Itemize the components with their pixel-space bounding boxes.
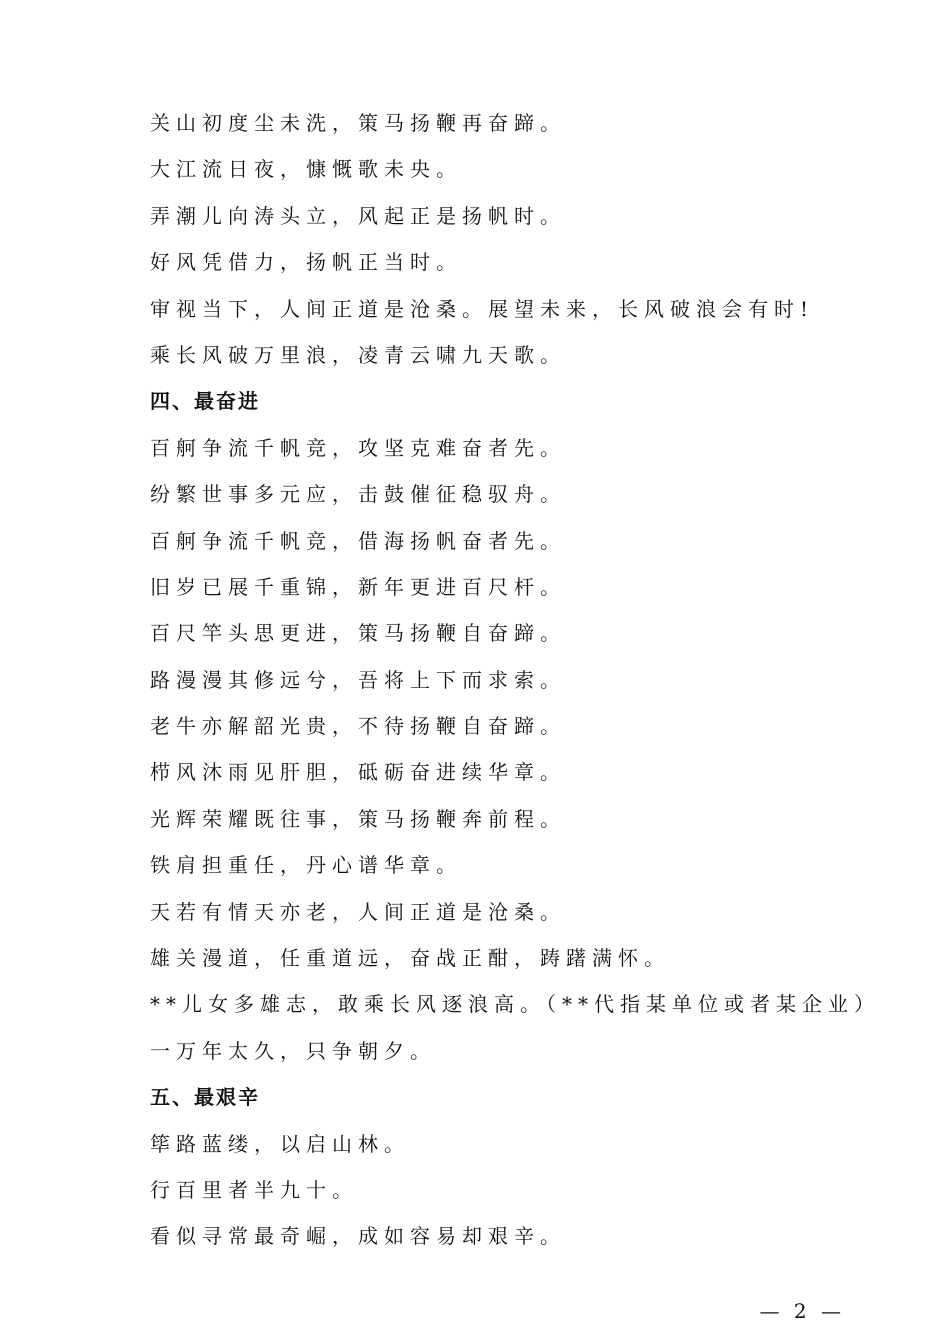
text-line: 路漫漫其修远兮，吾将上下而求索。 <box>150 667 566 692</box>
text-line: 旧岁已展千重锦，新年更进百尺杆。 <box>150 574 566 599</box>
text-line: 好风凭借力，扬帆正当时。 <box>150 250 462 275</box>
section-heading: 四、最奋进 <box>150 389 260 414</box>
text-line: 弄潮儿向涛头立，风起正是扬帆时。 <box>150 203 566 228</box>
text-line: **儿女多雄志，敢乘长风逐浪高。（**代指某单位或者某企业） <box>150 992 880 1017</box>
text-line: 大江流日夜，慷慨歌未央。 <box>150 157 462 182</box>
text-line: 乘长风破万里浪，凌青云啸九天歌。 <box>150 342 566 367</box>
text-line: 一万年太久，只争朝夕。 <box>150 1038 436 1063</box>
text-line: 铁肩担重任，丹心谱华章。 <box>150 853 462 878</box>
text-line: 天若有情天亦老，人间正道是沧桑。 <box>150 899 566 924</box>
text-line: 筚路蓝缕，以启山林。 <box>150 1131 410 1156</box>
text-line: 百舸争流千帆竞，借海扬帆奋者先。 <box>150 528 566 553</box>
text-line: 纷繁世事多元应，击鼓催征稳驭舟。 <box>150 482 566 507</box>
text-line: 百舸争流千帆竞，攻坚克难奋者先。 <box>150 435 566 460</box>
text-line: 老牛亦解韶光贵，不待扬鞭自奋蹄。 <box>150 714 566 739</box>
text-line: 关山初度尘未洗，策马扬鞭再奋蹄。 <box>150 111 566 135</box>
text-line: 雄关漫道，任重道远，奋战正酣，踌躇满怀。 <box>150 946 670 971</box>
text-line: 光辉荣耀既往事，策马扬鞭奔前程。 <box>150 806 566 831</box>
text-line: 百尺竿头思更进，策马扬鞭自奋蹄。 <box>150 621 566 646</box>
text-line: 行百里者半九十。 <box>150 1177 358 1202</box>
text-line: 看似寻常最奇崛，成如容易却艰辛。 <box>150 1224 566 1249</box>
text-line: 审视当下，人间正道是沧桑。展望未来，长风破浪会有时! <box>150 296 815 321</box>
page-number: — 2 — <box>759 1299 845 1323</box>
text-line: 栉风沐雨见肝胆，砥砺奋进续华章。 <box>150 760 566 785</box>
section-heading: 五、最艰辛 <box>150 1085 260 1110</box>
document-body <box>150 100 880 1260</box>
